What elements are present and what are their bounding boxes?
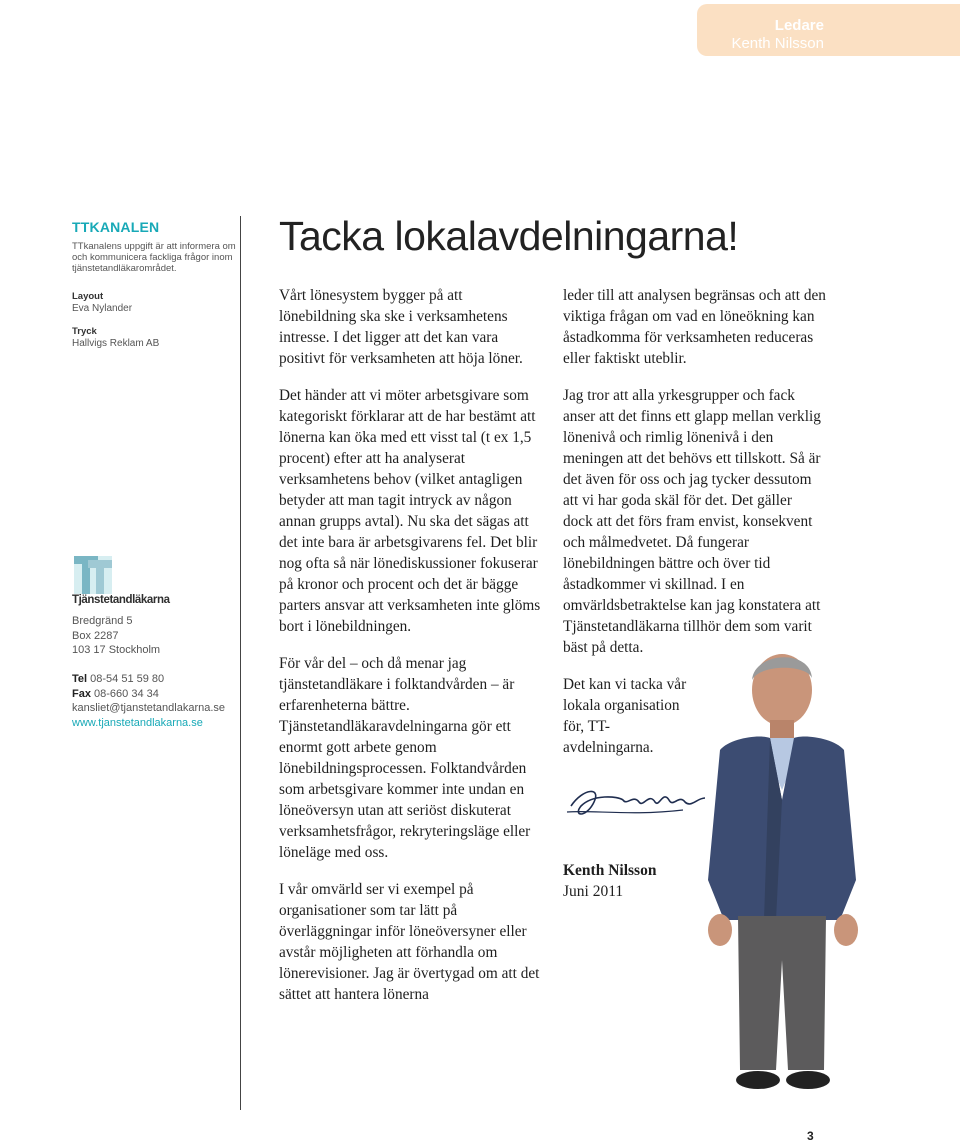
paragraph: Vårt lönesystem bygger på att lönebildning ska ske i verksamhetens intresse. I det ligger att det kan vara positivt för verksamheten att höja löner. <box>279 287 523 367</box>
tel-label: Tel <box>72 673 88 685</box>
paragraph: Det kan vi tacka vår lokala organisation för, TT-avdelningarna. <box>563 676 687 756</box>
website-link[interactable]: www.tjanstetandlakarna.se <box>72 716 203 729</box>
print-label: Tryck <box>72 326 97 337</box>
fax-line <box>72 687 225 702</box>
paragraph: I vår omvärld ser vi exempel på organisationer som tar lätt på överläggningar inför löneöversyner eller avstår möjligheten att förhandla om lönerevisioner. Jag är övertygad om att det sättet att hantera lönerna <box>279 881 540 1003</box>
paragraph: Det händer att vi möter arbetsgivare som kategoriskt förklarar att de har bestämt att lönerna kan öka med ett visst tal (t ex 1,5 procent) efter att ha analyserat verksamhetens behov (vilket antagligen betyder att man tagit intryck av någon annan grupps avtal). Nu ska det sägas att det inte bara är arbetsgivarens fel. Det blir nog ofta så när lönediskussioner fokuserar på kronor och procent och det är bägge parters ansvar att verksamheten inte glöms bort i lönebildningen. <box>279 387 541 635</box>
address-line: Bredgränd 5 <box>72 615 133 627</box>
paragraph: För vår del – och då menar jag tjänstetandläkare i folktandvården – är erfarenheterna bättre. Tjänstetandläkaravdelningarna gör ett enormt gott arbete genom lönebildningsprocessen. Folktandvården som arbetsgivare kommer inte undan en löneöversyn utan att seriöst diskuterat verksamhetsfrågor, rekryteringsläge eller löneläge med oss. <box>279 655 531 861</box>
logo-wordmark: Tjänstetandläkarna <box>72 594 170 606</box>
tel-value: 08-54 51 59 80 <box>90 673 165 685</box>
masthead-intro: TTkanalens uppgift är att informera om och kommunicera fackliga frågor inom tjänstetandläkarområdet. <box>72 241 236 274</box>
paragraph: Jag tror att alla yrkesgrupper och fack anser att det finns ett glapp mellan verklig lönenivå och rimlig lönenivå i den meningen att det behövs ett tillskott. Så är det även för oss och jag tycker dessutom att vi har goda skäl för det. Det gäller dock att det förs fram envist, konsekvent och målmedvetet. Då fungerar lönebildningen bättre och över tid åstadkommer vi skillnad. I en omvärldsbetraktelse kan jag konstatera att Tjänstetandläkarna tillhör dem som varit bäst på detta. <box>563 387 821 656</box>
article-headline: Tacka lokalavdelningarna! <box>279 213 739 259</box>
author-name: Kenth Nilsson <box>563 862 657 879</box>
author-date: Juni 2011 <box>563 883 624 900</box>
email-link[interactable]: kansliet@tjanstetandlakarna.se <box>72 702 226 715</box>
fax-label: Fax <box>72 687 91 700</box>
address-line: 103 17 Stockholm <box>72 644 161 657</box>
tt-logo-icon <box>74 556 112 594</box>
fax-value: 08-660 34 34 <box>94 687 159 700</box>
organization-logo <box>72 556 172 608</box>
postal-address <box>72 614 160 658</box>
contact-info <box>72 672 225 730</box>
paragraph: leder till att analysen begränsas och att den viktiga frågan om vad en löneökning kan åstadkomma för verksamheten reduceras eller faktiskt uteblir. <box>563 287 826 367</box>
layout-label: Layout <box>72 291 104 302</box>
masthead <box>72 219 242 350</box>
section-label: Ledare <box>774 17 824 34</box>
layout-value: Eva Nylander <box>72 303 133 314</box>
print-value: Hallvigs Reklam AB <box>72 338 160 349</box>
address-line: Box 2287 <box>72 629 119 642</box>
section-tab <box>697 4 960 56</box>
column-divider <box>240 216 241 1110</box>
author-portrait <box>680 630 880 1100</box>
phone-line <box>72 672 225 687</box>
page-number: 3 <box>807 1129 814 1143</box>
masthead-title: TTKANALEN <box>72 219 160 235</box>
section-author: Kenth Nilsson <box>731 35 824 52</box>
article-column-1 <box>279 285 541 1021</box>
